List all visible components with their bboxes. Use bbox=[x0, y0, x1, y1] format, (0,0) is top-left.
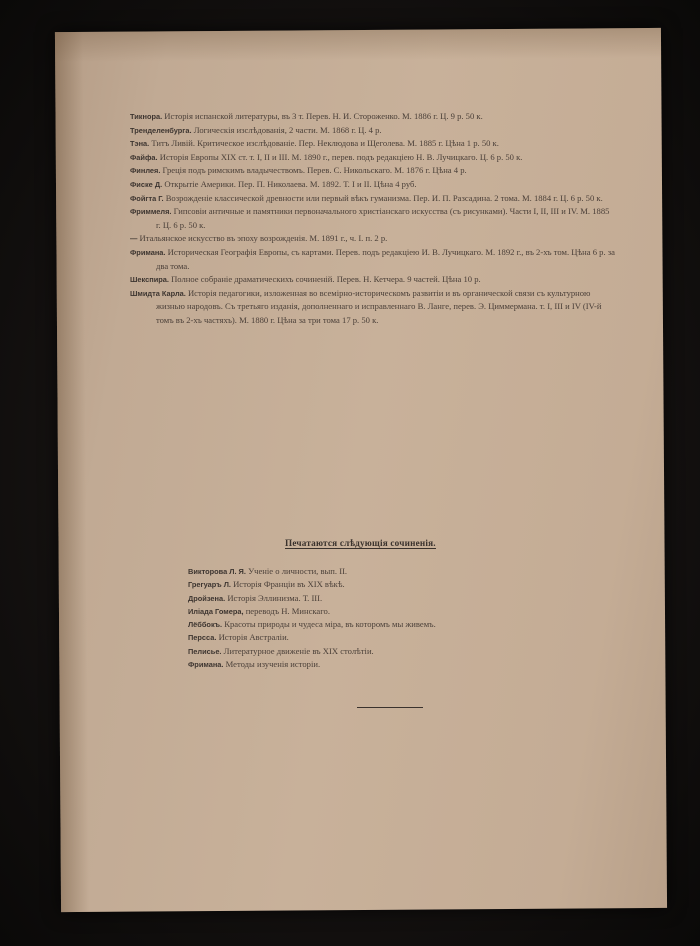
section-title: Печатаются слѣдующія сочиненія. bbox=[285, 538, 436, 548]
entry-text: Ученіе о личности, вып. II. bbox=[248, 566, 348, 576]
entry-author: Фримана. bbox=[188, 660, 224, 670]
entry-text: Греція подъ римскимъ владычествомъ. Перев. С. Никольскаго. М. 1876 г. Цѣна 4 р. bbox=[162, 165, 467, 176]
entry-author: — bbox=[130, 234, 138, 244]
forthcoming-entry bbox=[188, 645, 608, 658]
entry-author: Тренделенбурга. bbox=[130, 125, 192, 135]
entry-author: Иліада Гомера, bbox=[188, 606, 244, 616]
entry-author: Фойгта Г. bbox=[130, 193, 164, 203]
entry-text: Историческая Географія Европы, съ картами. Перев. подъ редакціею И. В. Лучицкаго. М. 1892 г., въ 2-хъ том. Цѣна 6 р. за два тома. bbox=[156, 246, 615, 271]
forthcoming-entry bbox=[188, 631, 608, 644]
catalog-entry bbox=[130, 124, 615, 138]
entry-author: Дройзена. bbox=[188, 593, 226, 603]
entry-author: Фриммеля. bbox=[130, 207, 172, 217]
entry-text: Исторія педагогики, изложенная во всемірно-историческомъ развитіи и въ органической связи съ культурною жизнью народовъ. Съ третьяго изданія, дополненнаго и исправленнаго В. Ланге, перев. Э. Циммермана. т. I, III и IV (IV-й томъ въ 2-хъ частяхъ). М. 1880 г. Цѣна за три тома 17 р. 50 к. bbox=[156, 287, 602, 325]
catalog-entry bbox=[130, 151, 615, 165]
entry-author: Викторова Л. Я. bbox=[188, 567, 246, 576]
entry-text: Логическія изслѣдованія, 2 части. М. 1868 г. Ц. 4 р. bbox=[193, 124, 382, 135]
entry-author: Пелисье. bbox=[188, 646, 222, 656]
entry-author: Файфа. bbox=[130, 152, 158, 162]
entry-text: Полное собраніе драматическихъ сочиненій. Перев. Н. Кетчера. 9 частей. Цѣна 10 р. bbox=[171, 274, 481, 285]
entry-author: Шекспира. bbox=[130, 275, 169, 285]
entry-author: Шмидта Карла. bbox=[130, 288, 186, 298]
entry-text: Исторія Франціи въ XIX вѣкѣ. bbox=[233, 579, 345, 590]
entry-text: переводъ Н. Минскаго. bbox=[245, 605, 330, 616]
catalog-entry bbox=[130, 110, 615, 124]
forthcoming-entry bbox=[188, 605, 608, 618]
entry-author: Тэна. bbox=[130, 139, 150, 149]
forthcoming-entry bbox=[188, 658, 608, 671]
catalog-entry bbox=[130, 192, 615, 206]
entry-text: Исторія испанской литературы, въ 3 т. Перев. Н. И. Стороженко. М. 1886 г. Ц. 9 р. 50 к. bbox=[164, 111, 483, 121]
catalog-entry-list bbox=[130, 110, 615, 328]
entry-text: Исторія Европы XIX ст. т. I, II и III. М. 1890 г., перев. подъ редакціею Н. В. Лучицкаго. Ц. 6 р. 50 к. bbox=[159, 151, 523, 162]
entry-text: Литературное движеніе въ XIX столѣтіи. bbox=[223, 645, 374, 656]
entry-text: Методы изученія исторіи. bbox=[225, 659, 321, 670]
catalog-entry bbox=[130, 164, 615, 178]
entry-text: Итальянское искусство въ эпоху возрожденія. М. 1891 г., ч. I. п. 2 р. bbox=[139, 233, 388, 244]
catalog-entry bbox=[130, 273, 615, 287]
entry-text: Исторія Эллинизма. Т. III. bbox=[227, 592, 323, 603]
entry-text: Возрожденіе классической древности или первый вѣкъ гуманизма. Пер. И. П. Разсадина. 2 тома. М. 1884 г. Ц. 6 р. 50 к. bbox=[165, 192, 603, 203]
entry-text: Титъ Ливій. Критическое изслѣдованіе. Пер. Неклюдова и Щеголева. М. 1885 г. Цѣна 1 р. 50 к. bbox=[151, 138, 499, 149]
entry-author: Персса. bbox=[188, 633, 217, 643]
entry-author: Фиске Д. bbox=[130, 179, 163, 189]
entry-text: Красоты природы и чудеса міра, въ которомъ мы живемъ. bbox=[224, 619, 436, 630]
entry-text: Открытіе Америки. Пер. П. Николаева. М. 1892. Т. I и II. Цѣна 4 руб. bbox=[164, 178, 417, 189]
entry-author: Лёббокъ. bbox=[188, 620, 223, 630]
entry-text: Исторія Австраліи. bbox=[218, 632, 289, 643]
forthcoming-entry bbox=[188, 592, 608, 605]
forthcoming-entry bbox=[188, 578, 608, 591]
forthcoming-list bbox=[188, 565, 608, 671]
catalog-entry bbox=[130, 137, 615, 151]
entry-text: Гипсовіи античные и памятники первоначального христіанскаго искусства (съ рисунками). Части I, II, III и IV. М. 1885 г. Ц. 6 р. 50 к. bbox=[156, 206, 610, 230]
entry-author: Финлея. bbox=[130, 166, 161, 176]
catalog-entry bbox=[130, 246, 615, 273]
catalog-entry bbox=[130, 178, 615, 192]
entry-author: Фримана. bbox=[130, 247, 166, 257]
forthcoming-entry bbox=[188, 618, 608, 631]
entry-author: Тикнора. bbox=[130, 112, 163, 121]
entry-author: Грегуаръ Л. bbox=[188, 580, 231, 590]
catalog-entry bbox=[130, 205, 615, 232]
catalog-entry bbox=[130, 232, 615, 246]
closing-rule bbox=[357, 707, 423, 708]
forthcoming-entry bbox=[188, 565, 608, 578]
catalog-entry bbox=[130, 287, 615, 328]
